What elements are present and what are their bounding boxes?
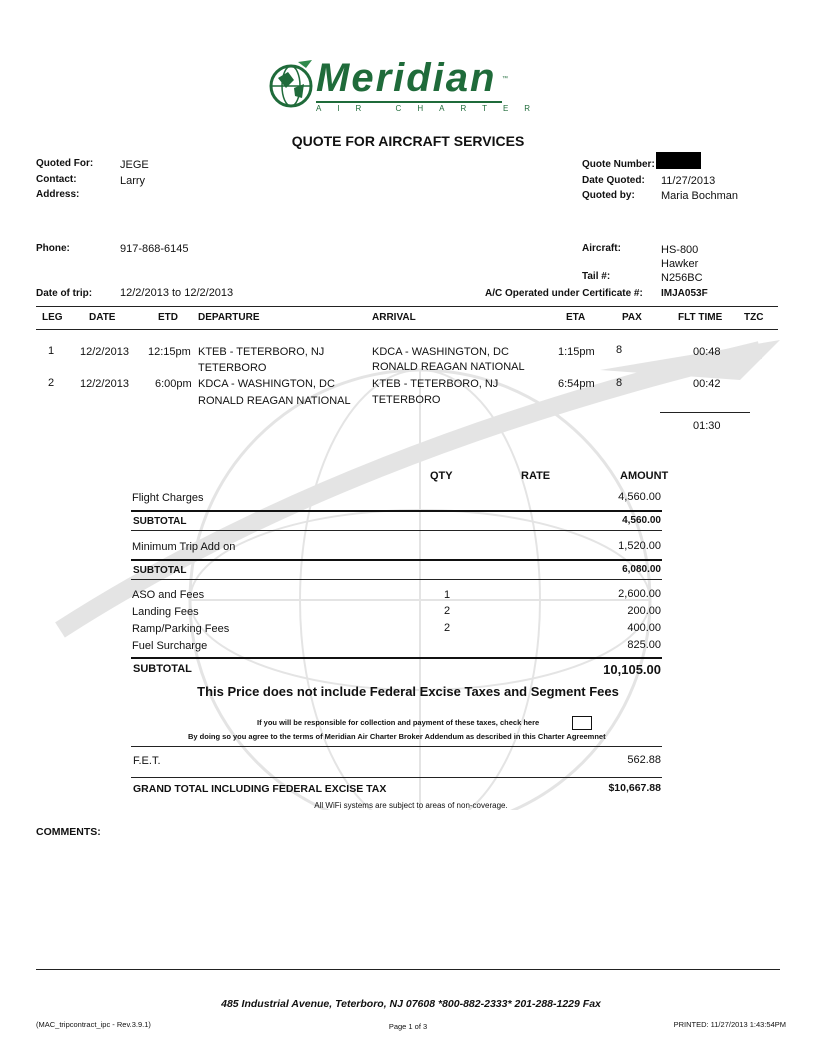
col-date: DATE (89, 312, 116, 323)
tail-label: Tail #: (582, 271, 611, 282)
grand-total-label: GRAND TOTAL INCLUDING FEDERAL EXCISE TAX (133, 783, 387, 795)
leg-eta: 6:54pm (558, 378, 595, 390)
aircraft-make: Hawker (661, 258, 699, 270)
leg-pax: 8 (616, 377, 623, 389)
aircraft-label: Aircraft: (582, 243, 621, 254)
leg-pax: 8 (616, 344, 623, 356)
leg-number: 1 (48, 345, 55, 357)
date-quoted-label: Date Quoted: (582, 175, 645, 186)
contact-value: Larry (120, 175, 146, 187)
tax-responsibility-checkbox[interactable] (572, 716, 592, 730)
logo-wordmark: Meridian (316, 56, 497, 100)
printed-timestamp: PRINTED: 11/27/2013 1:43:54PM (673, 1020, 786, 1029)
col-rate: RATE (521, 470, 551, 482)
quote-number-label: Quote Number: (582, 159, 655, 170)
grand-total-amount: $10,667.88 (608, 782, 661, 794)
subtotal-amount: 6,080.00 (622, 564, 661, 575)
col-arrival: ARRIVAL (372, 312, 416, 323)
contact-label: Contact: (36, 174, 77, 185)
fet-label: F.E.T. (133, 755, 161, 767)
leg-arrival: KDCA - WASHINGTON, DC (372, 346, 509, 358)
trip-date-label: Date of trip: (36, 288, 93, 299)
page-number: Page 1 of 3 (388, 1022, 428, 1031)
leg-flight-time: 00:48 (693, 346, 721, 358)
fee-label: ASO and Fees (132, 589, 205, 601)
phone-label: Phone: (36, 243, 70, 254)
logo-tagline: AIR CHARTER (316, 101, 502, 113)
footer-address: 485 Industrial Avenue, Teterboro, NJ 07608 *800-882-2333* 201-288-1229 Fax (221, 998, 601, 1010)
fee-amount: 825.00 (627, 639, 661, 651)
quote-number-redacted (656, 152, 701, 169)
col-flight-time: FLT TIME (678, 312, 723, 323)
quoted-for-value: JEGE (120, 159, 149, 171)
certificate-label: A/C Operated under Certificate #: (485, 288, 643, 299)
col-eta: ETA (566, 312, 586, 323)
aircraft-model: HS-800 (661, 244, 699, 256)
col-qty: QTY (430, 470, 453, 482)
col-departure: DEPARTURE (198, 312, 260, 323)
leg-arrival-name: RONALD REAGAN NATIONAL (372, 361, 525, 373)
tax-check-instruction: If you will be responsible for collection and payment of these taxes, check here (257, 718, 540, 727)
subtotal-label: SUBTOTAL (133, 516, 187, 527)
col-leg: LEG (42, 312, 63, 323)
address-label: Address: (36, 189, 80, 200)
fee-amount: 200.00 (627, 605, 661, 617)
subtotal-label: SUBTOTAL (133, 565, 187, 576)
leg-arrival: KTEB - TETERBORO, NJ (372, 378, 499, 390)
subtotal-label: SUBTOTAL (133, 663, 192, 675)
leg-etd: 6:00pm (155, 378, 192, 390)
quoted-by-value: Maria Bochman (661, 190, 739, 202)
date-quoted-value: 11/27/2013 (661, 175, 716, 187)
leg-etd: 12:15pm (148, 346, 191, 358)
leg-arrival-name: TETERBORO (372, 394, 441, 406)
flight-charges-amount: 4,560.00 (618, 491, 661, 503)
document-title: QUOTE FOR AIRCRAFT SERVICES (291, 133, 525, 149)
fee-amount: 400.00 (627, 622, 661, 634)
leg-flight-time: 00:42 (693, 378, 721, 390)
minimum-trip-label: Minimum Trip Add on (132, 541, 236, 553)
wifi-note: All WiFi systems are subject to areas of non-coverage. (314, 801, 508, 810)
leg-departure-name: TETERBORO (198, 362, 267, 374)
globe-logo-icon (268, 58, 314, 112)
subtotal-amount: 10,105.00 (603, 662, 661, 677)
fet-amount: 562.88 (627, 754, 661, 766)
tax-agreement-text: By doing so you agree to the terms of Meridian Air Charter Broker Addendum as described in this Charter Agreemnet (188, 732, 606, 741)
leg-departure-name: RONALD REAGAN NATIONAL (198, 395, 351, 407)
total-flight-time: 01:30 (693, 420, 721, 432)
leg-date: 12/2/2013 (80, 378, 129, 390)
fee-label: Landing Fees (132, 606, 199, 618)
fee-qty: 1 (444, 589, 451, 601)
tax-notice: This Price does not include Federal Excise Taxes and Segment Fees (197, 684, 619, 699)
col-tzc: TZC (744, 312, 764, 323)
quoted-for-label: Quoted For: (36, 158, 94, 169)
tail-value: N256BC (661, 272, 703, 284)
comments-label: COMMENTS: (36, 826, 101, 838)
leg-eta: 1:15pm (558, 346, 595, 358)
form-id: (MAC_tripcontract_ipc - Rev.3.9.1) (36, 1020, 151, 1029)
fee-label: Ramp/Parking Fees (132, 623, 230, 635)
phone-value: 917-868-6145 (120, 243, 189, 255)
col-amount: AMOUNT (620, 470, 669, 482)
col-pax: PAX (622, 312, 642, 323)
leg-departure: KDCA - WASHINGTON, DC (198, 378, 335, 390)
subtotal-amount: 4,560.00 (622, 515, 661, 526)
leg-number: 2 (48, 377, 55, 389)
fee-qty: 2 (444, 605, 451, 617)
fee-label: Fuel Surcharge (132, 640, 208, 652)
logo-tm: ™ (502, 76, 508, 82)
col-etd: ETD (158, 312, 178, 323)
trip-date-value: 12/2/2013 to 12/2/2013 (120, 287, 234, 299)
leg-date: 12/2/2013 (80, 346, 129, 358)
quoted-by-label: Quoted by: (582, 190, 635, 201)
minimum-trip-amount: 1,520.00 (618, 540, 661, 552)
fee-amount: 2,600.00 (618, 588, 661, 600)
fee-qty: 2 (444, 622, 451, 634)
flight-charges-label: Flight Charges (132, 492, 204, 504)
certificate-value: IMJA053F (661, 288, 708, 299)
leg-departure: KTEB - TETERBORO, NJ (198, 346, 325, 358)
